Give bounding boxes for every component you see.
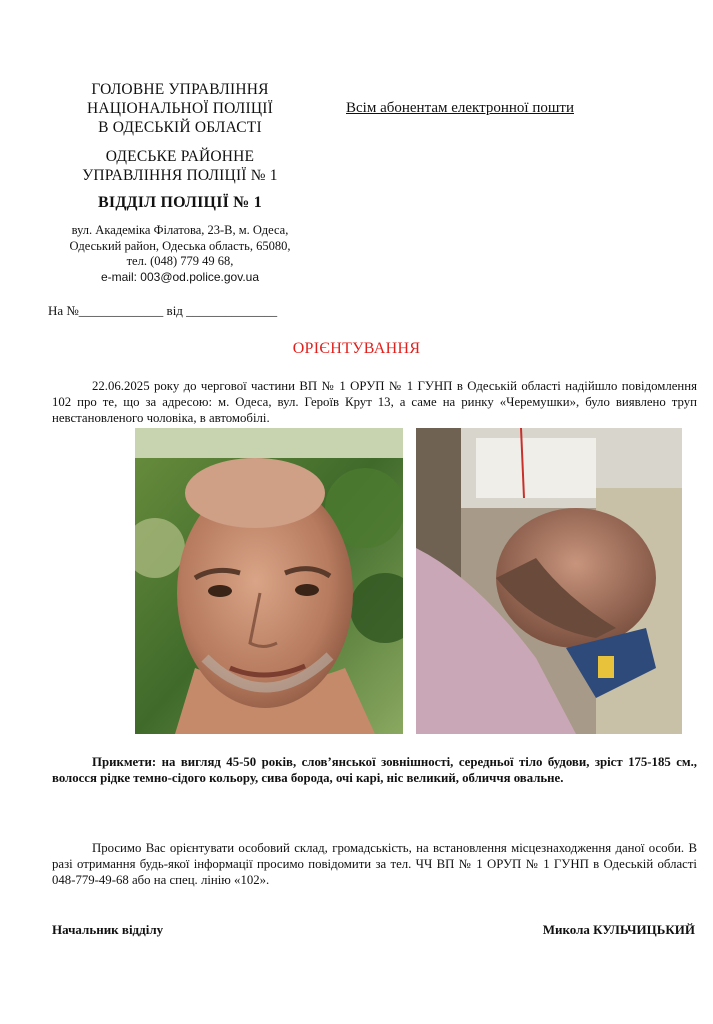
- intro-text: 22.06.2025 року до чергової частини ВП № 1 ОРУП № 1 ГУНП в Одеській області надійшло повідомлення 102 про те, що за адресою: м. Одеса, вул. Героїв Крут 13, а саме на ринку «Черемушки», було виявлено труп невстановленого чоловіка, в автомобілі.: [52, 379, 697, 425]
- outgoing-ref: На №_____________ від ______________: [48, 303, 278, 318]
- district-line2: УПРАВЛІННЯ ПОЛІЦІЇ № 1: [82, 167, 278, 184]
- org-name-line2: НАЦІОНАЛЬНОЇ ПОЛІЦІЇ: [87, 100, 273, 117]
- address-line2: Одеський район, Одеська область, 65080,: [69, 239, 291, 253]
- org-name-line3: В ОДЕСЬКІЙ ОБЛАСТІ: [98, 119, 262, 136]
- recipient: Всім абонентам електронної пошти: [346, 100, 574, 116]
- district-line1: ОДЕСЬКЕ РАЙОННЕ: [105, 148, 255, 165]
- signature-name: Микола КУЛЬЧИЦЬКИЙ: [542, 922, 695, 937]
- request-text: Просимо Вас орієнтувати особовий склад, громадськість, на встановлення місцезнаходження даної особи. В разі отримання будь-якої інформації просимо повідомити за тел. ЧЧ ВП № 1 ОРУП № 1 ГУНП в Одеській області 048-779-49-68 або на спец. лінію «102».: [52, 841, 697, 887]
- photo-face-side-image: [416, 428, 682, 734]
- photo-face-side: [416, 428, 682, 734]
- email: e-mail: 003@od.police.gov.ua: [100, 270, 260, 284]
- description-paragraph: [52, 754, 697, 786]
- intro-paragraph: [52, 378, 697, 426]
- description-text: Прикмети: на вигляд 45-50 років, слов’янської зовнішності, середньої тіло будови, зріст 175-185 см., волосся рідке темно-сідого кольору, сива борода, очі карі, ніс великий, обличчя овальне.: [52, 755, 697, 785]
- request-paragraph: [52, 840, 697, 888]
- department-name: ВІДДІЛ ПОЛІЦІЇ № 1: [98, 194, 262, 211]
- phone: тел. (048) 779 49 68,: [126, 254, 234, 268]
- org-name-line1: ГОЛОВНЕ УПРАВЛІННЯ: [91, 81, 269, 98]
- photo-face-front-image: [135, 428, 403, 734]
- address-line1: вул. Академіка Філатова, 23-В, м. Одеса,: [71, 223, 289, 237]
- photo-face-front: [135, 428, 403, 734]
- signature-position: Начальник відділу: [52, 922, 164, 937]
- document-title: ОРІЄНТУВАННЯ: [292, 340, 421, 357]
